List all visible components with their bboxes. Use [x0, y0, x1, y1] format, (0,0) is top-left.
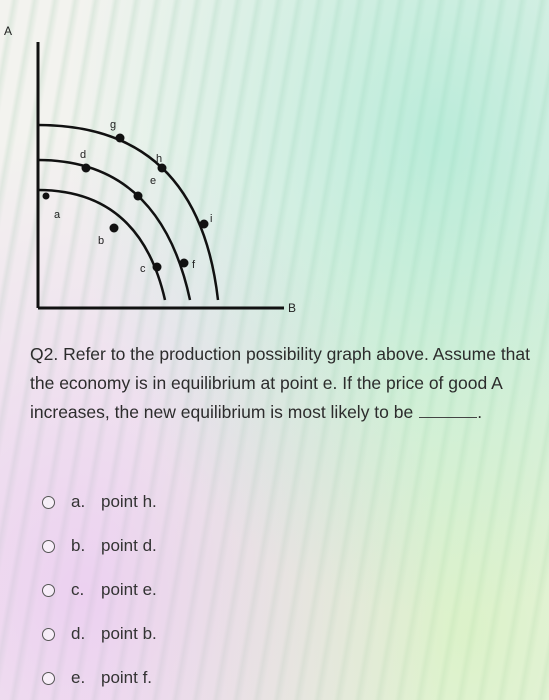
radio-icon[interactable]: [42, 496, 55, 509]
svg-text:a: a: [54, 209, 61, 221]
option-b[interactable]: [42, 524, 157, 568]
question-body: Q2. Refer to the production possibility graph above. Assume that the economy is in equilibrium at point e. If the price of good A increases, the new equilibrium is most likely to be: [30, 344, 531, 422]
point-h: [156, 153, 167, 173]
svg-text:f: f: [192, 259, 196, 271]
option-letter: d.: [71, 624, 86, 643]
y-axis-label: A: [4, 24, 13, 38]
option-label: point b.: [101, 624, 157, 643]
option-e[interactable]: [42, 656, 157, 700]
answer-blank: [419, 416, 477, 418]
svg-text:d: d: [80, 149, 87, 161]
radio-icon[interactable]: [42, 540, 55, 553]
svg-text:e: e: [150, 175, 157, 187]
option-label: point h.: [101, 492, 157, 511]
svg-text:g: g: [110, 119, 117, 131]
answer-options: [42, 480, 157, 700]
radio-icon[interactable]: [42, 584, 55, 597]
svg-text:h: h: [156, 153, 163, 165]
question-text: Q2. Refer to the production possibility graph above. Assume that the economy is in equilibrium at point e. If the price of good A increases, the new equilibrium is most likely to be .: [30, 344, 531, 422]
radio-icon[interactable]: [42, 628, 55, 641]
option-c[interactable]: [42, 568, 157, 612]
svg-text:i: i: [210, 213, 213, 225]
ppf-graph: [0, 0, 549, 330]
radio-icon[interactable]: [42, 672, 55, 685]
option-d[interactable]: [42, 612, 157, 656]
svg-text:c: c: [140, 263, 146, 275]
point-i: [200, 213, 213, 229]
point-b: [98, 224, 119, 248]
point-g: [110, 119, 125, 143]
option-letter: a.: [71, 492, 86, 511]
svg-text:b: b: [98, 235, 105, 247]
option-a[interactable]: [42, 480, 157, 524]
option-label: point f.: [101, 668, 153, 687]
option-letter: c.: [71, 580, 85, 599]
point-e: [134, 175, 157, 201]
point-a: [43, 193, 62, 222]
option-letter: e.: [71, 668, 86, 687]
x-axis-label: B: [288, 301, 297, 315]
point-d: [80, 149, 91, 173]
ppf-curve-outer: [38, 125, 218, 300]
option-label: point e.: [101, 580, 157, 599]
option-label: point d.: [101, 536, 157, 555]
option-letter: b.: [71, 536, 86, 555]
